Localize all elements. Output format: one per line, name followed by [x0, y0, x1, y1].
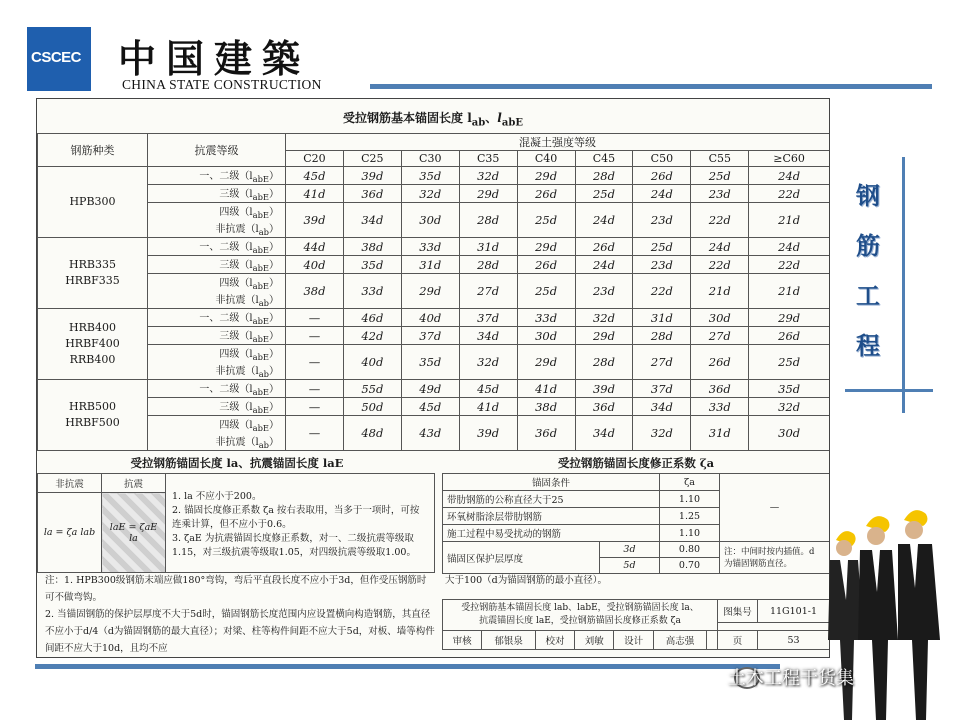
anchorage-value-cell: 22d — [691, 256, 749, 274]
anchorage-value-cell: 25d — [575, 185, 633, 203]
anchorage-value-cell: 24d — [633, 185, 691, 203]
anchorage-value-cell: 32d — [749, 398, 830, 416]
anchorage-value-cell: 35d — [749, 380, 830, 398]
grade-header: C35 — [459, 151, 517, 167]
anchorage-value-cell: 35d — [343, 256, 401, 274]
factor-cell: 0.80 — [660, 542, 720, 558]
level-sub: abE — [252, 210, 269, 220]
anchorage-value-cell: 36d — [691, 380, 749, 398]
seismic-level-cell: 四级$(l_{abE})$ 非抗震$(l_{ab})$ — [148, 416, 286, 451]
anchorage-value-cell: 25d — [749, 345, 830, 380]
anchorage-value-cell: 30d — [517, 327, 575, 345]
seismic-level-cell: 一、二级$(l_{abE})$ — [148, 167, 286, 185]
level-text: 非抗震（l — [215, 366, 259, 377]
level-text: 三级（l — [219, 189, 253, 200]
sub2-title: 受拉钢筋锚固长度修正系数 ζa — [557, 456, 715, 470]
anchorage-value-cell: 21d — [691, 274, 749, 309]
anchorage-length-table — [37, 473, 435, 573]
anchorage-value-cell: 23d — [575, 274, 633, 309]
anchorage-value-cell: 29d — [517, 345, 575, 380]
anchorage-value-cell: 39d — [575, 380, 633, 398]
anchorage-value-cell: 26d — [633, 167, 691, 185]
level-sub: abE — [252, 245, 269, 255]
seismic-level-cell: 一、二级$(l_{abE})$ — [148, 309, 286, 327]
seismic-level-cell: 三级$(l_{abE})$ — [148, 327, 286, 345]
anchorage-value-cell: 55d — [343, 380, 401, 398]
anchorage-value-cell: 32d — [459, 345, 517, 380]
title-block — [442, 599, 830, 650]
sign-cell: 审核 — [443, 631, 482, 650]
col-factor: ζa — [660, 474, 720, 491]
col-rebar-type: 钢筋种类 — [38, 134, 148, 167]
anchorage-value-cell: — — [286, 327, 344, 345]
factor-cell: 1.25 — [660, 508, 720, 525]
seismic-level-cell: 四级$(l_{abE})$ 非抗震$(l_{ab})$ — [148, 203, 286, 238]
anchorage-value-cell: 44d — [286, 238, 344, 256]
brand-name-en: CHINA STATE CONSTRUCTION — [122, 77, 322, 92]
table-row — [38, 398, 830, 416]
anchorage-value-cell: 25d — [517, 274, 575, 309]
side-horizontal-rule — [845, 389, 933, 392]
side-vertical-rule — [902, 157, 905, 413]
anchorage-value-cell: 26d — [517, 185, 575, 203]
anchorage-value-cell: 40d — [401, 309, 459, 327]
level-text: 非抗震（l — [215, 224, 259, 235]
footnote-line: 大于100（d为锚固钢筋的最小直径）。 — [445, 575, 607, 586]
cover-label: 锚固区保护层厚度 — [443, 542, 600, 574]
level-sub: abE — [252, 405, 269, 415]
sign-cell: 郁银泉 — [482, 631, 536, 650]
anchorage-value-cell: 30d — [749, 416, 830, 451]
seismic-level-cell: 三级$(l_{abE})$ — [148, 398, 286, 416]
anchorage-value-cell: 32d — [401, 185, 459, 203]
rebar-type-cell: HRB400 HRBF400 RRB400 — [38, 309, 148, 380]
anchorage-value-cell: 41d — [286, 185, 344, 203]
anchorage-value-cell: 39d — [343, 167, 401, 185]
level-text: 四级（l — [219, 420, 253, 431]
anchorage-value-cell: 37d — [459, 309, 517, 327]
col-condition: 锚固条件 — [443, 474, 660, 491]
atlas-label: 图集号 — [718, 600, 758, 623]
side-title-char: 工 — [856, 282, 880, 310]
title-block-line: 抗震锚固长度 laE，受拉钢筋锚固长度修正系数 ζa — [479, 616, 681, 626]
level-sub: ab — [258, 440, 269, 450]
level-text: 一、二级（l — [199, 242, 253, 253]
level-sub: ab — [258, 369, 269, 379]
level-text: 非抗震（l — [215, 437, 259, 448]
level-text: 三级（l — [219, 402, 253, 413]
anchorage-value-cell: 43d — [401, 416, 459, 451]
table-row — [38, 238, 830, 256]
note-line: 1. la 不应小于200。 — [172, 491, 262, 502]
anchorage-value-cell: 33d — [401, 238, 459, 256]
anchorage-value-cell: — — [286, 309, 344, 327]
anchorage-value-cell: 34d — [633, 398, 691, 416]
worker-figure — [898, 510, 940, 720]
side-title-char: 程 — [856, 332, 880, 360]
table-row — [38, 274, 830, 309]
anchorage-value-cell: 22d — [749, 185, 830, 203]
anchorage-value-cell: 37d — [401, 327, 459, 345]
page-label: 页 — [718, 631, 758, 650]
scanned-document — [36, 98, 830, 658]
anchorage-value-cell: 24d — [749, 238, 830, 256]
grade-header: C25 — [343, 151, 401, 167]
anchorage-value-cell: 31d — [459, 238, 517, 256]
side-title-char: 筋 — [856, 232, 880, 260]
anchorage-value-cell: 28d — [459, 256, 517, 274]
col-seismic: 抗震 — [102, 474, 166, 493]
sign-cell: 高志强 — [653, 631, 707, 650]
header-rule — [370, 84, 932, 89]
level-text: 四级（l — [219, 207, 253, 218]
cover-thickness: 5d — [600, 558, 660, 574]
level-text: 一、二级（l — [199, 313, 253, 324]
level-sub: abE — [252, 387, 269, 397]
factor-cell: 0.70 — [660, 558, 720, 574]
anchorage-value-cell: 46d — [343, 309, 401, 327]
level-sub: abE — [252, 334, 269, 344]
anchorage-value-cell: 40d — [343, 345, 401, 380]
company-logo — [27, 27, 91, 91]
anchorage-value-cell: 45d — [459, 380, 517, 398]
anchorage-value-cell: — — [286, 416, 344, 451]
anchorage-value-cell: 32d — [459, 167, 517, 185]
formula-seismic: laE = ζaE la — [102, 493, 166, 573]
anchorage-value-cell: 23d — [633, 203, 691, 238]
level-sub: abE — [252, 263, 269, 273]
title-block-line: 受拉钢筋基本锚固长度 lab、labE，受拉钢筋锚固长度 la、 — [461, 603, 699, 613]
cover-thickness: 3d — [600, 542, 660, 558]
anchorage-value-cell: 29d — [459, 185, 517, 203]
sign-cell: 刘敏 — [575, 631, 614, 650]
level-sub: ab — [258, 298, 269, 308]
anchorage-value-cell: 22d — [691, 203, 749, 238]
grade-header: C55 — [691, 151, 749, 167]
table-row — [38, 345, 830, 380]
anchorage-value-cell: 34d — [575, 416, 633, 451]
cond-cell: 带肋钢筋的公称直径大于25 — [443, 491, 660, 508]
level-text: 三级（l — [219, 260, 253, 271]
anchorage-value-cell: 41d — [517, 380, 575, 398]
seismic-level-cell: 四级$(l_{abE})$ 非抗震$(l_{ab})$ — [148, 274, 286, 309]
seismic-level-cell: 一、二级$(l_{abE})$ — [148, 238, 286, 256]
level-sub: abE — [252, 316, 269, 326]
anchorage-value-cell: 29d — [517, 238, 575, 256]
anchorage-value-cell: 35d — [401, 345, 459, 380]
table-row — [38, 256, 830, 274]
anchorage-value-cell: 28d — [633, 327, 691, 345]
footnote-line: 注：1. HPB300级钢筋末端应做180°弯钩，弯后平直段长度不应小于3d，但作受压钢筋时可不做弯钩。 — [45, 575, 427, 603]
note-line: 3. ζaE 为抗震锚固长度修正系数，对一、二级抗震等级取1.15，对三级抗震等级取1.05，对四级抗震等级取1.00。 — [172, 533, 416, 558]
anchorage-table — [37, 133, 830, 451]
anchorage-value-cell: 50d — [343, 398, 401, 416]
table-row — [38, 380, 830, 398]
anchorage-value-cell: 33d — [517, 309, 575, 327]
level-text: 四级（l — [219, 349, 253, 360]
anchorage-value-cell: 29d — [517, 167, 575, 185]
sign-blank — [707, 631, 718, 650]
level-sub: abE — [252, 192, 269, 202]
anchorage-value-cell: — — [286, 345, 344, 380]
anchorage-value-cell: 26d — [575, 238, 633, 256]
rebar-type-cell: HPB300 — [38, 167, 148, 238]
level-sub: abE — [252, 423, 269, 433]
anchorage-value-cell: 29d — [575, 327, 633, 345]
cond-cell: 环氧树脂涂层带肋钢筋 — [443, 508, 660, 525]
doc-title-text: 受拉钢筋基本锚固长度 l — [343, 111, 472, 125]
footer-rule — [35, 664, 780, 669]
doc-title: 受拉钢筋基本锚固长度 $l_{ab}$、$l_{abE}$ — [343, 111, 523, 129]
anchorage-value-cell: 41d — [459, 398, 517, 416]
anchorage-value-cell: 31d — [691, 416, 749, 451]
grade-header: C45 — [575, 151, 633, 167]
sign-cell: 校对 — [535, 631, 574, 650]
anchorage-value-cell: 37d — [633, 380, 691, 398]
anchorage-value-cell: 38d — [286, 274, 344, 309]
table-row — [38, 309, 830, 327]
anchorage-value-cell: 38d — [517, 398, 575, 416]
footnote-line: 2. 当锚固钢筋的保护层厚度不大于5d时，锚固钢筋长度范围内应设置横向构造钢筋，其直径不应小于d/4（d为锚固钢筋的最大直径）；对梁、柱等构件间距不应大于5d，对板、墙等构件间距不应大于10d，且均不应 — [45, 609, 435, 654]
level-sub: abE — [252, 281, 269, 291]
anchorage-value-cell: 23d — [691, 185, 749, 203]
anchorage-value-cell: 38d — [343, 238, 401, 256]
anchorage-value-cell: 34d — [343, 203, 401, 238]
anchorage-value-cell: 22d — [749, 256, 830, 274]
col-non-seismic: 非抗震 — [38, 474, 102, 493]
anchorage-value-cell: 48d — [343, 416, 401, 451]
anchorage-value-cell: 22d — [633, 274, 691, 309]
anchorage-value-cell: 29d — [401, 274, 459, 309]
side-title-char: 钢 — [856, 182, 880, 210]
formula-non-seismic: la = ζa lab — [38, 493, 102, 573]
table-row — [38, 203, 830, 238]
anchorage-value-cell: 26d — [517, 256, 575, 274]
anchorage-value-cell: 30d — [691, 309, 749, 327]
anchorage-value-cell: 36d — [343, 185, 401, 203]
seismic-level-cell: 三级$(l_{abE})$ — [148, 256, 286, 274]
side-title — [852, 178, 884, 364]
grade-header: C50 — [633, 151, 691, 167]
sub1-title: 受拉钢筋锚固长度 la、抗震锚固长度 laE — [130, 456, 344, 470]
anchorage-value-cell: 36d — [575, 398, 633, 416]
anchorage-value-cell: 28d — [575, 167, 633, 185]
anchorage-value-cell: — — [286, 398, 344, 416]
grade-header: C20 — [286, 151, 344, 167]
anchorage-value-cell: 31d — [633, 309, 691, 327]
doc-title-sub: abE — [501, 117, 523, 129]
watermark: 土木工程干货集 — [728, 668, 854, 689]
doc-title-sub: ab — [471, 117, 486, 129]
seismic-level-cell: 一、二级$(l_{abE})$ — [148, 380, 286, 398]
anchorage-value-cell: 24d — [575, 203, 633, 238]
table-row — [38, 416, 830, 451]
seismic-level-cell: 三级$(l_{abE})$ — [148, 185, 286, 203]
level-text: 非抗震（l — [215, 295, 259, 306]
anchorage-value-cell: 33d — [343, 274, 401, 309]
rebar-type-cell: HRB500 HRBF500 — [38, 380, 148, 451]
factor-cell: 1.10 — [660, 525, 720, 542]
correction-factor-table — [442, 473, 830, 574]
anchorage-value-cell: 21d — [749, 274, 830, 309]
anchorage-value-cell: 25d — [691, 167, 749, 185]
anchorage-value-cell: 29d — [749, 309, 830, 327]
anchorage-value-cell: 33d — [691, 398, 749, 416]
anchorage-value-cell: 45d — [286, 167, 344, 185]
anchorage-value-cell: 30d — [401, 203, 459, 238]
worker-figure — [858, 516, 898, 720]
anchorage-value-cell: 28d — [459, 203, 517, 238]
anchorage-value-cell: 26d — [691, 345, 749, 380]
cond-cell: 施工过程中易受扰动的钢筋 — [443, 525, 660, 542]
level-sub: abE — [252, 352, 269, 362]
anchorage-value-cell: 35d — [401, 167, 459, 185]
table-row — [38, 327, 830, 345]
brand-name-cn: 中国建築 — [118, 37, 311, 81]
factor-note: 注：中间时按内插值。d 为锚固钢筋直径。 — [720, 542, 830, 574]
logo-text: CSCEC — [31, 49, 82, 66]
rebar-type-cell: HRB335 HRBF335 — [38, 238, 148, 309]
anchorage-value-cell: 25d — [517, 203, 575, 238]
anchorage-value-cell: 26d — [749, 327, 830, 345]
anchorage-value-cell: 39d — [286, 203, 344, 238]
anchorage-value-cell: 42d — [343, 327, 401, 345]
seismic-level-cell: 四级$(l_{abE})$ 非抗震$(l_{ab})$ — [148, 345, 286, 380]
anchorage-value-cell: 45d — [401, 398, 459, 416]
factor-cell: 1.10 — [660, 491, 720, 508]
anchorage-value-cell: 27d — [633, 345, 691, 380]
col-concrete-grade: 混凝土强度等级 — [286, 134, 830, 151]
anchorage-value-cell: 31d — [401, 256, 459, 274]
atlas-number: 11G101-1 — [758, 600, 830, 623]
page-number: 53 — [758, 631, 830, 650]
anchorage-value-cell: — — [286, 380, 344, 398]
anchorage-value-cell: 23d — [633, 256, 691, 274]
anchorage-value-cell: 32d — [633, 416, 691, 451]
col-seismic-grade: 抗震等级 — [148, 134, 286, 167]
factor-dash: — — [720, 474, 830, 542]
anchorage-value-cell: 21d — [749, 203, 830, 238]
anchorage-value-cell: 36d — [517, 416, 575, 451]
level-sub: ab — [258, 227, 269, 237]
anchorage-value-cell: 34d — [459, 327, 517, 345]
anchorage-value-cell: 39d — [459, 416, 517, 451]
grade-header: ≥C60 — [749, 151, 830, 167]
anchorage-value-cell: 32d — [575, 309, 633, 327]
grade-header: C40 — [517, 151, 575, 167]
sub1-notes — [166, 474, 435, 573]
table-row — [38, 167, 830, 185]
anchorage-value-cell: 28d — [575, 345, 633, 380]
anchorage-value-cell: 24d — [691, 238, 749, 256]
level-text: 一、二级（l — [199, 171, 253, 182]
title-block-title — [443, 600, 718, 631]
anchorage-value-cell: 24d — [749, 167, 830, 185]
anchorage-value-cell: 24d — [575, 256, 633, 274]
anchorage-value-cell: 27d — [691, 327, 749, 345]
table-row — [38, 185, 830, 203]
level-text: 一、二级（l — [199, 384, 253, 395]
level-text: 四级（l — [219, 278, 253, 289]
grade-header: C30 — [401, 151, 459, 167]
anchorage-value-cell: 49d — [401, 380, 459, 398]
note-line: 2. 锚固长度修正系数 ζa 按右表取用，当多于一项时，可按连乘计算，但不应小于0.6。 — [172, 505, 420, 530]
level-text: 三级（l — [219, 331, 253, 342]
anchorage-value-cell: 40d — [286, 256, 344, 274]
anchorage-value-cell: 27d — [459, 274, 517, 309]
sign-cell: 设计 — [614, 631, 653, 650]
level-sub: abE — [252, 174, 269, 184]
anchorage-value-cell: 25d — [633, 238, 691, 256]
